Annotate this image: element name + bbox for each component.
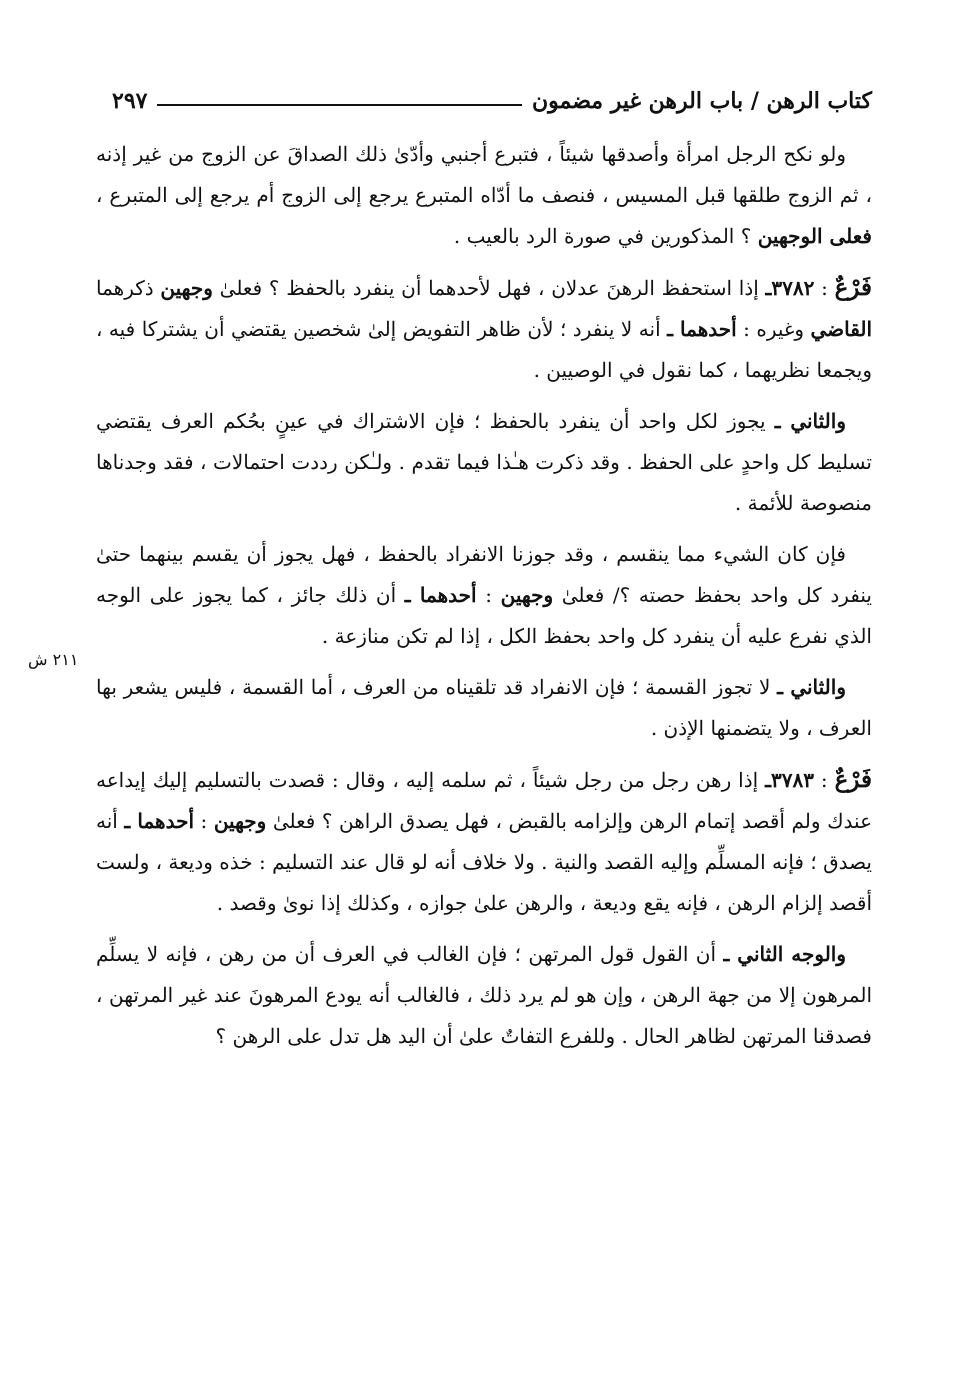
paragraph-2-text-a: إذا استحفظ الرهنَ عدلان ، فهل لأحدهما أن ينفرد بالحفظ ؟ فعلىٰ — [212, 276, 766, 300]
far-heading: فَرْعٌ — [834, 274, 872, 301]
paragraph-6-text-a: إذا رهن رجل من رجل شيئاً ، ثم سلمه إليه ، وقال : قصدت بالتسليم إليك إيداعه عندك ولم أقصد إتمام الرهن وإلزامه بالقبض ، فهل يصدق الراهن ؟ فعلىٰ — [96, 768, 873, 833]
paragraph-3 — [96, 401, 872, 524]
paragraph-4-text-a: فإن كان الشيء مما ينقسم ، وقد جوزنا الانفراد بالحفظ ، فهل يجوز أن يقسم بينهما حتىٰ ينفرد كل واحد بحفظ حصته ؟/ فعلىٰ — [96, 542, 872, 607]
paragraph-2-bold-2: القاضي — [810, 317, 872, 341]
paragraph-1-text: ولو نكح الرجل امرأة وأصدقها شيئاً ، فتبرع أجنبي وأدّىٰ ذلك الصداقَ عن الزوج من غير إذنه ، ثم الزوج طلقها قبل المسيس ، فنصف ما أدّاه المتبرع يرجع إلى الزوج أم يرجع إلى المتبرع ، — [96, 142, 872, 207]
running-header — [112, 78, 872, 124]
paragraph-7-text: أن القول قول المرتهن ؛ فإن الغالب في العرف أن من رهن ، فإنه لا يسلِّم المرهون إلا من جهة الرهن ، وإن هو لم يرد ذلك ، فالغالب أنه يودع المرهونَ عند غير المرتهن ، فصدقنا المرتهن لظاهر الحال . وللفرع التفاتٌ علىٰ أن اليد هل تدل على الرهن ؟ — [96, 942, 872, 1048]
paragraph-2-text-d: أنه لا ينفرد ؛ لأن ظاهر التفويض إلىٰ شخصين يقتضي أن يشتركا فيه ، ويجمعا نظريهما ، كما نقول في الوصيين . — [96, 317, 872, 382]
margin-manuscript-note: ٢١١ ش — [28, 650, 79, 669]
far-separator: : — [814, 276, 835, 300]
header-rule — [157, 104, 522, 106]
paragraph-5 — [96, 667, 872, 749]
paragraph-6 — [96, 759, 872, 924]
paragraph-7-bold: والوجه الثاني ـ — [723, 942, 846, 966]
far-heading: فَرْعٌ — [834, 766, 872, 793]
body-text — [96, 134, 872, 1067]
header-title: كتاب الرهن / باب الرهن غير مضمون — [531, 88, 872, 114]
paragraph-4 — [96, 534, 872, 657]
paragraph-2 — [96, 267, 872, 391]
paragraph-6-text-c: أنه يصدق ؛ فإنه المسلِّم وإليه القصد والنية . ولا خلاف أنه لو قال عند التسليم : خذه وديعة ، ولست أقصد إلزام الرهن ، فإنه يقع وديعة ، والرهن علىٰ جوازه ، وكذلك إذا نوىٰ وقصد . — [96, 809, 872, 915]
paragraph-1 — [96, 134, 872, 257]
paragraph-2-bold-3: أحدهما ـ — [667, 317, 737, 341]
issue-number: ٣٧٨٣ـ — [765, 768, 814, 792]
paragraph-5-bold: والثاني ـ — [777, 675, 846, 699]
paragraph-6-text-b: : — [194, 809, 214, 833]
paragraph-4-text-b: : — [476, 583, 501, 607]
paragraph-1-end: ؟ المذكورين في صورة الرد بالعيب . — [453, 224, 752, 248]
far-separator: : — [813, 768, 835, 792]
paragraph-4-text-c: أن ذلك جائز ، كما يجوز على الوجه الذي نفرع عليه أن ينفرد كل واحد بحفظ الكل ، إذا لم تكن منازعة . — [96, 583, 872, 648]
paragraph-6-bold-1: وجهين — [213, 809, 267, 833]
paragraph-1-bold: فعلى الوجهين — [757, 224, 872, 248]
paragraph-4-bold-2: أحدهما ـ — [404, 583, 477, 607]
paragraph-2-bold-1: وجهين — [160, 276, 213, 300]
paragraph-4-bold-1: وجهين — [500, 583, 554, 607]
paragraph-3-bold: والثاني ـ — [774, 409, 846, 433]
paragraph-7 — [96, 934, 872, 1057]
paragraph-3-text: يجوز لكل واحد أن ينفرد بالحفظ ؛ فإن الاشتراك في عينٍ بحُكم العرف يقتضي تسليط كل واحدٍ على الحفظ . وقد ذكرت هـٰذا فيما تقدم . ولـٰكن رددت احتمالات ، فقد وجدناها منصوصة للأئمة . — [96, 409, 872, 515]
paragraph-6-bold-2: أحدهما ـ — [124, 809, 195, 833]
paragraph-5-text: لا تجوز القسمة ؛ فإن الانفراد قد تلقيناه من العرف ، أما القسمة ، فليس يشعر بها العرف ، ولا يتضمنها الإذن . — [96, 675, 872, 740]
paragraph-2-text-b: ذكرهما — [96, 276, 161, 300]
issue-number: ٣٧٨٢ـ — [765, 276, 815, 300]
page-number: ٢٩٧ — [112, 88, 148, 114]
paragraph-2-text-c: وغيره : — [736, 317, 811, 341]
